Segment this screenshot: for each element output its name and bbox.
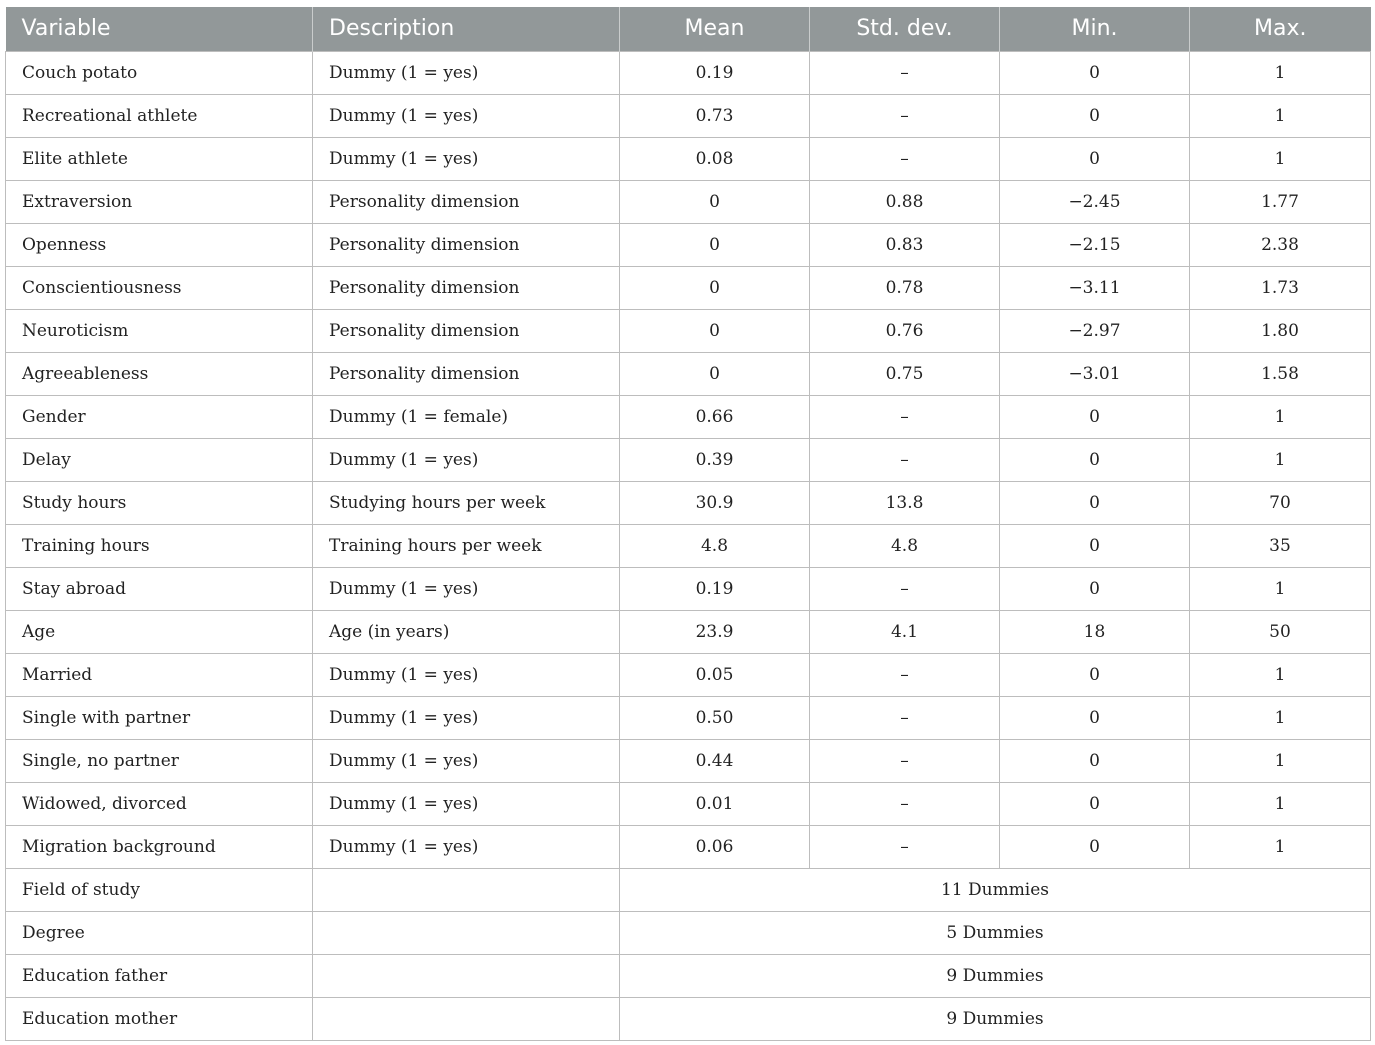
mean-cell: 4.8 — [620, 524, 810, 567]
min-cell: −2.45 — [1000, 180, 1190, 223]
max-cell: 50 — [1190, 610, 1371, 653]
table-row — [6, 309, 1371, 352]
max-cell: 1 — [1190, 739, 1371, 782]
mean-cell: 0.50 — [620, 696, 810, 739]
variable-cell: Field of study — [6, 868, 313, 911]
min-cell: 18 — [1000, 610, 1190, 653]
description-cell: Dummy (1 = yes) — [313, 567, 620, 610]
variable-cell: Neuroticism — [6, 309, 313, 352]
dummies-count-cell: 9 Dummies — [620, 997, 1371, 1040]
min-cell: 0 — [1000, 739, 1190, 782]
std-dev-cell: 0.76 — [810, 309, 1000, 352]
description-cell: Studying hours per week — [313, 481, 620, 524]
max-cell: 1 — [1190, 438, 1371, 481]
table-row — [6, 567, 1371, 610]
mean-cell: 0 — [620, 309, 810, 352]
table-row — [6, 438, 1371, 481]
dummies-count-cell: 9 Dummies — [620, 954, 1371, 997]
description-cell — [313, 954, 620, 997]
variable-cell: Degree — [6, 911, 313, 954]
table-row — [6, 997, 1371, 1040]
mean-cell: 0.01 — [620, 782, 810, 825]
mean-cell: 0.06 — [620, 825, 810, 868]
description-cell: Dummy (1 = yes) — [313, 739, 620, 782]
min-cell: −3.11 — [1000, 266, 1190, 309]
description-cell: Personality dimension — [313, 309, 620, 352]
table-row — [6, 94, 1371, 137]
description-cell: Age (in years) — [313, 610, 620, 653]
std-dev-cell: 4.1 — [810, 610, 1000, 653]
table-row — [6, 223, 1371, 266]
table-row — [6, 395, 1371, 438]
table-row — [6, 696, 1371, 739]
table-row — [6, 782, 1371, 825]
max-cell: 1 — [1190, 51, 1371, 94]
table-row — [6, 137, 1371, 180]
std-dev-cell: – — [810, 395, 1000, 438]
description-cell: Personality dimension — [313, 180, 620, 223]
mean-cell: 0 — [620, 223, 810, 266]
mean-cell: 0.19 — [620, 567, 810, 610]
table-row — [6, 352, 1371, 395]
header-row — [6, 7, 1371, 51]
variable-cell: Married — [6, 653, 313, 696]
min-cell: −2.97 — [1000, 309, 1190, 352]
max-cell: 1.77 — [1190, 180, 1371, 223]
variable-cell: Education father — [6, 954, 313, 997]
min-cell: 0 — [1000, 137, 1190, 180]
table-row — [6, 868, 1371, 911]
min-cell: 0 — [1000, 782, 1190, 825]
description-cell: Dummy (1 = yes) — [313, 782, 620, 825]
max-cell: 1.58 — [1190, 352, 1371, 395]
description-cell: Dummy (1 = yes) — [313, 696, 620, 739]
max-cell: 35 — [1190, 524, 1371, 567]
std-dev-cell: 4.8 — [810, 524, 1000, 567]
variable-cell: Recreational athlete — [6, 94, 313, 137]
std-dev-cell: 0.83 — [810, 223, 1000, 266]
std-dev-cell: 0.78 — [810, 266, 1000, 309]
variable-cell: Delay — [6, 438, 313, 481]
min-cell: 0 — [1000, 481, 1190, 524]
std-dev-cell: – — [810, 696, 1000, 739]
mean-cell: 0.08 — [620, 137, 810, 180]
std-dev-cell: – — [810, 137, 1000, 180]
max-cell: 1.73 — [1190, 266, 1371, 309]
mean-cell: 0 — [620, 180, 810, 223]
variable-cell: Extraversion — [6, 180, 313, 223]
mean-cell: 23.9 — [620, 610, 810, 653]
std-dev-cell: – — [810, 94, 1000, 137]
variable-cell: Agreeableness — [6, 352, 313, 395]
variable-cell: Couch potato — [6, 51, 313, 94]
header-description: Description — [313, 7, 620, 51]
description-cell: Dummy (1 = yes) — [313, 94, 620, 137]
mean-cell: 0 — [620, 266, 810, 309]
mean-cell: 0.66 — [620, 395, 810, 438]
min-cell: 0 — [1000, 94, 1190, 137]
header-std-dev: Std. dev. — [810, 7, 1000, 51]
max-cell: 1 — [1190, 137, 1371, 180]
variable-cell: Gender — [6, 395, 313, 438]
max-cell: 1 — [1190, 696, 1371, 739]
std-dev-cell: – — [810, 825, 1000, 868]
table-row — [6, 825, 1371, 868]
max-cell: 1 — [1190, 94, 1371, 137]
std-dev-cell: – — [810, 782, 1000, 825]
max-cell: 1.80 — [1190, 309, 1371, 352]
description-cell: Dummy (1 = yes) — [313, 137, 620, 180]
table-row — [6, 51, 1371, 94]
mean-cell: 0.05 — [620, 653, 810, 696]
variable-cell: Stay abroad — [6, 567, 313, 610]
mean-cell: 0.19 — [620, 51, 810, 94]
description-cell: Personality dimension — [313, 266, 620, 309]
table-row — [6, 524, 1371, 567]
max-cell: 1 — [1190, 782, 1371, 825]
min-cell: 0 — [1000, 438, 1190, 481]
dummies-count-cell: 5 Dummies — [620, 911, 1371, 954]
variable-cell: Single, no partner — [6, 739, 313, 782]
description-cell: Dummy (1 = yes) — [313, 51, 620, 94]
table-header — [6, 7, 1371, 51]
description-cell: Training hours per week — [313, 524, 620, 567]
description-cell — [313, 868, 620, 911]
description-cell: Personality dimension — [313, 352, 620, 395]
table-row — [6, 954, 1371, 997]
std-dev-cell: 13.8 — [810, 481, 1000, 524]
min-cell: 0 — [1000, 395, 1190, 438]
min-cell: −3.01 — [1000, 352, 1190, 395]
table-body — [6, 51, 1371, 1040]
std-dev-cell: 0.88 — [810, 180, 1000, 223]
std-dev-cell: – — [810, 653, 1000, 696]
variable-cell: Age — [6, 610, 313, 653]
max-cell: 1 — [1190, 653, 1371, 696]
std-dev-cell: 0.75 — [810, 352, 1000, 395]
std-dev-cell: – — [810, 51, 1000, 94]
description-cell — [313, 911, 620, 954]
description-cell: Dummy (1 = yes) — [313, 825, 620, 868]
mean-cell: 0.73 — [620, 94, 810, 137]
variable-cell: Education mother — [6, 997, 313, 1040]
variable-cell: Single with partner — [6, 696, 313, 739]
max-cell: 1 — [1190, 395, 1371, 438]
max-cell: 70 — [1190, 481, 1371, 524]
table-row — [6, 266, 1371, 309]
description-cell: Personality dimension — [313, 223, 620, 266]
std-dev-cell: – — [810, 567, 1000, 610]
description-cell: Dummy (1 = yes) — [313, 653, 620, 696]
table-row — [6, 911, 1371, 954]
header-mean: Mean — [620, 7, 810, 51]
header-min: Min. — [1000, 7, 1190, 51]
header-max: Max. — [1190, 7, 1371, 51]
table-row — [6, 481, 1371, 524]
min-cell: 0 — [1000, 51, 1190, 94]
header-variable: Variable — [6, 7, 313, 51]
min-cell: −2.15 — [1000, 223, 1190, 266]
descriptive-statistics-table — [5, 7, 1371, 1041]
mean-cell: 0.44 — [620, 739, 810, 782]
variable-cell: Study hours — [6, 481, 313, 524]
dummies-count-cell: 11 Dummies — [620, 868, 1371, 911]
description-cell — [313, 997, 620, 1040]
variable-cell: Widowed, divorced — [6, 782, 313, 825]
min-cell: 0 — [1000, 653, 1190, 696]
max-cell: 1 — [1190, 567, 1371, 610]
variable-cell: Migration background — [6, 825, 313, 868]
std-dev-cell: – — [810, 438, 1000, 481]
variable-cell: Elite athlete — [6, 137, 313, 180]
table-row — [6, 653, 1371, 696]
table-row — [6, 180, 1371, 223]
std-dev-cell: – — [810, 739, 1000, 782]
max-cell: 1 — [1190, 825, 1371, 868]
min-cell: 0 — [1000, 524, 1190, 567]
description-cell: Dummy (1 = female) — [313, 395, 620, 438]
mean-cell: 0.39 — [620, 438, 810, 481]
min-cell: 0 — [1000, 567, 1190, 610]
table-row — [6, 610, 1371, 653]
mean-cell: 0 — [620, 352, 810, 395]
variable-cell: Conscientiousness — [6, 266, 313, 309]
max-cell: 2.38 — [1190, 223, 1371, 266]
variable-cell: Openness — [6, 223, 313, 266]
description-cell: Dummy (1 = yes) — [313, 438, 620, 481]
min-cell: 0 — [1000, 825, 1190, 868]
table-row — [6, 739, 1371, 782]
variable-cell: Training hours — [6, 524, 313, 567]
min-cell: 0 — [1000, 696, 1190, 739]
mean-cell: 30.9 — [620, 481, 810, 524]
